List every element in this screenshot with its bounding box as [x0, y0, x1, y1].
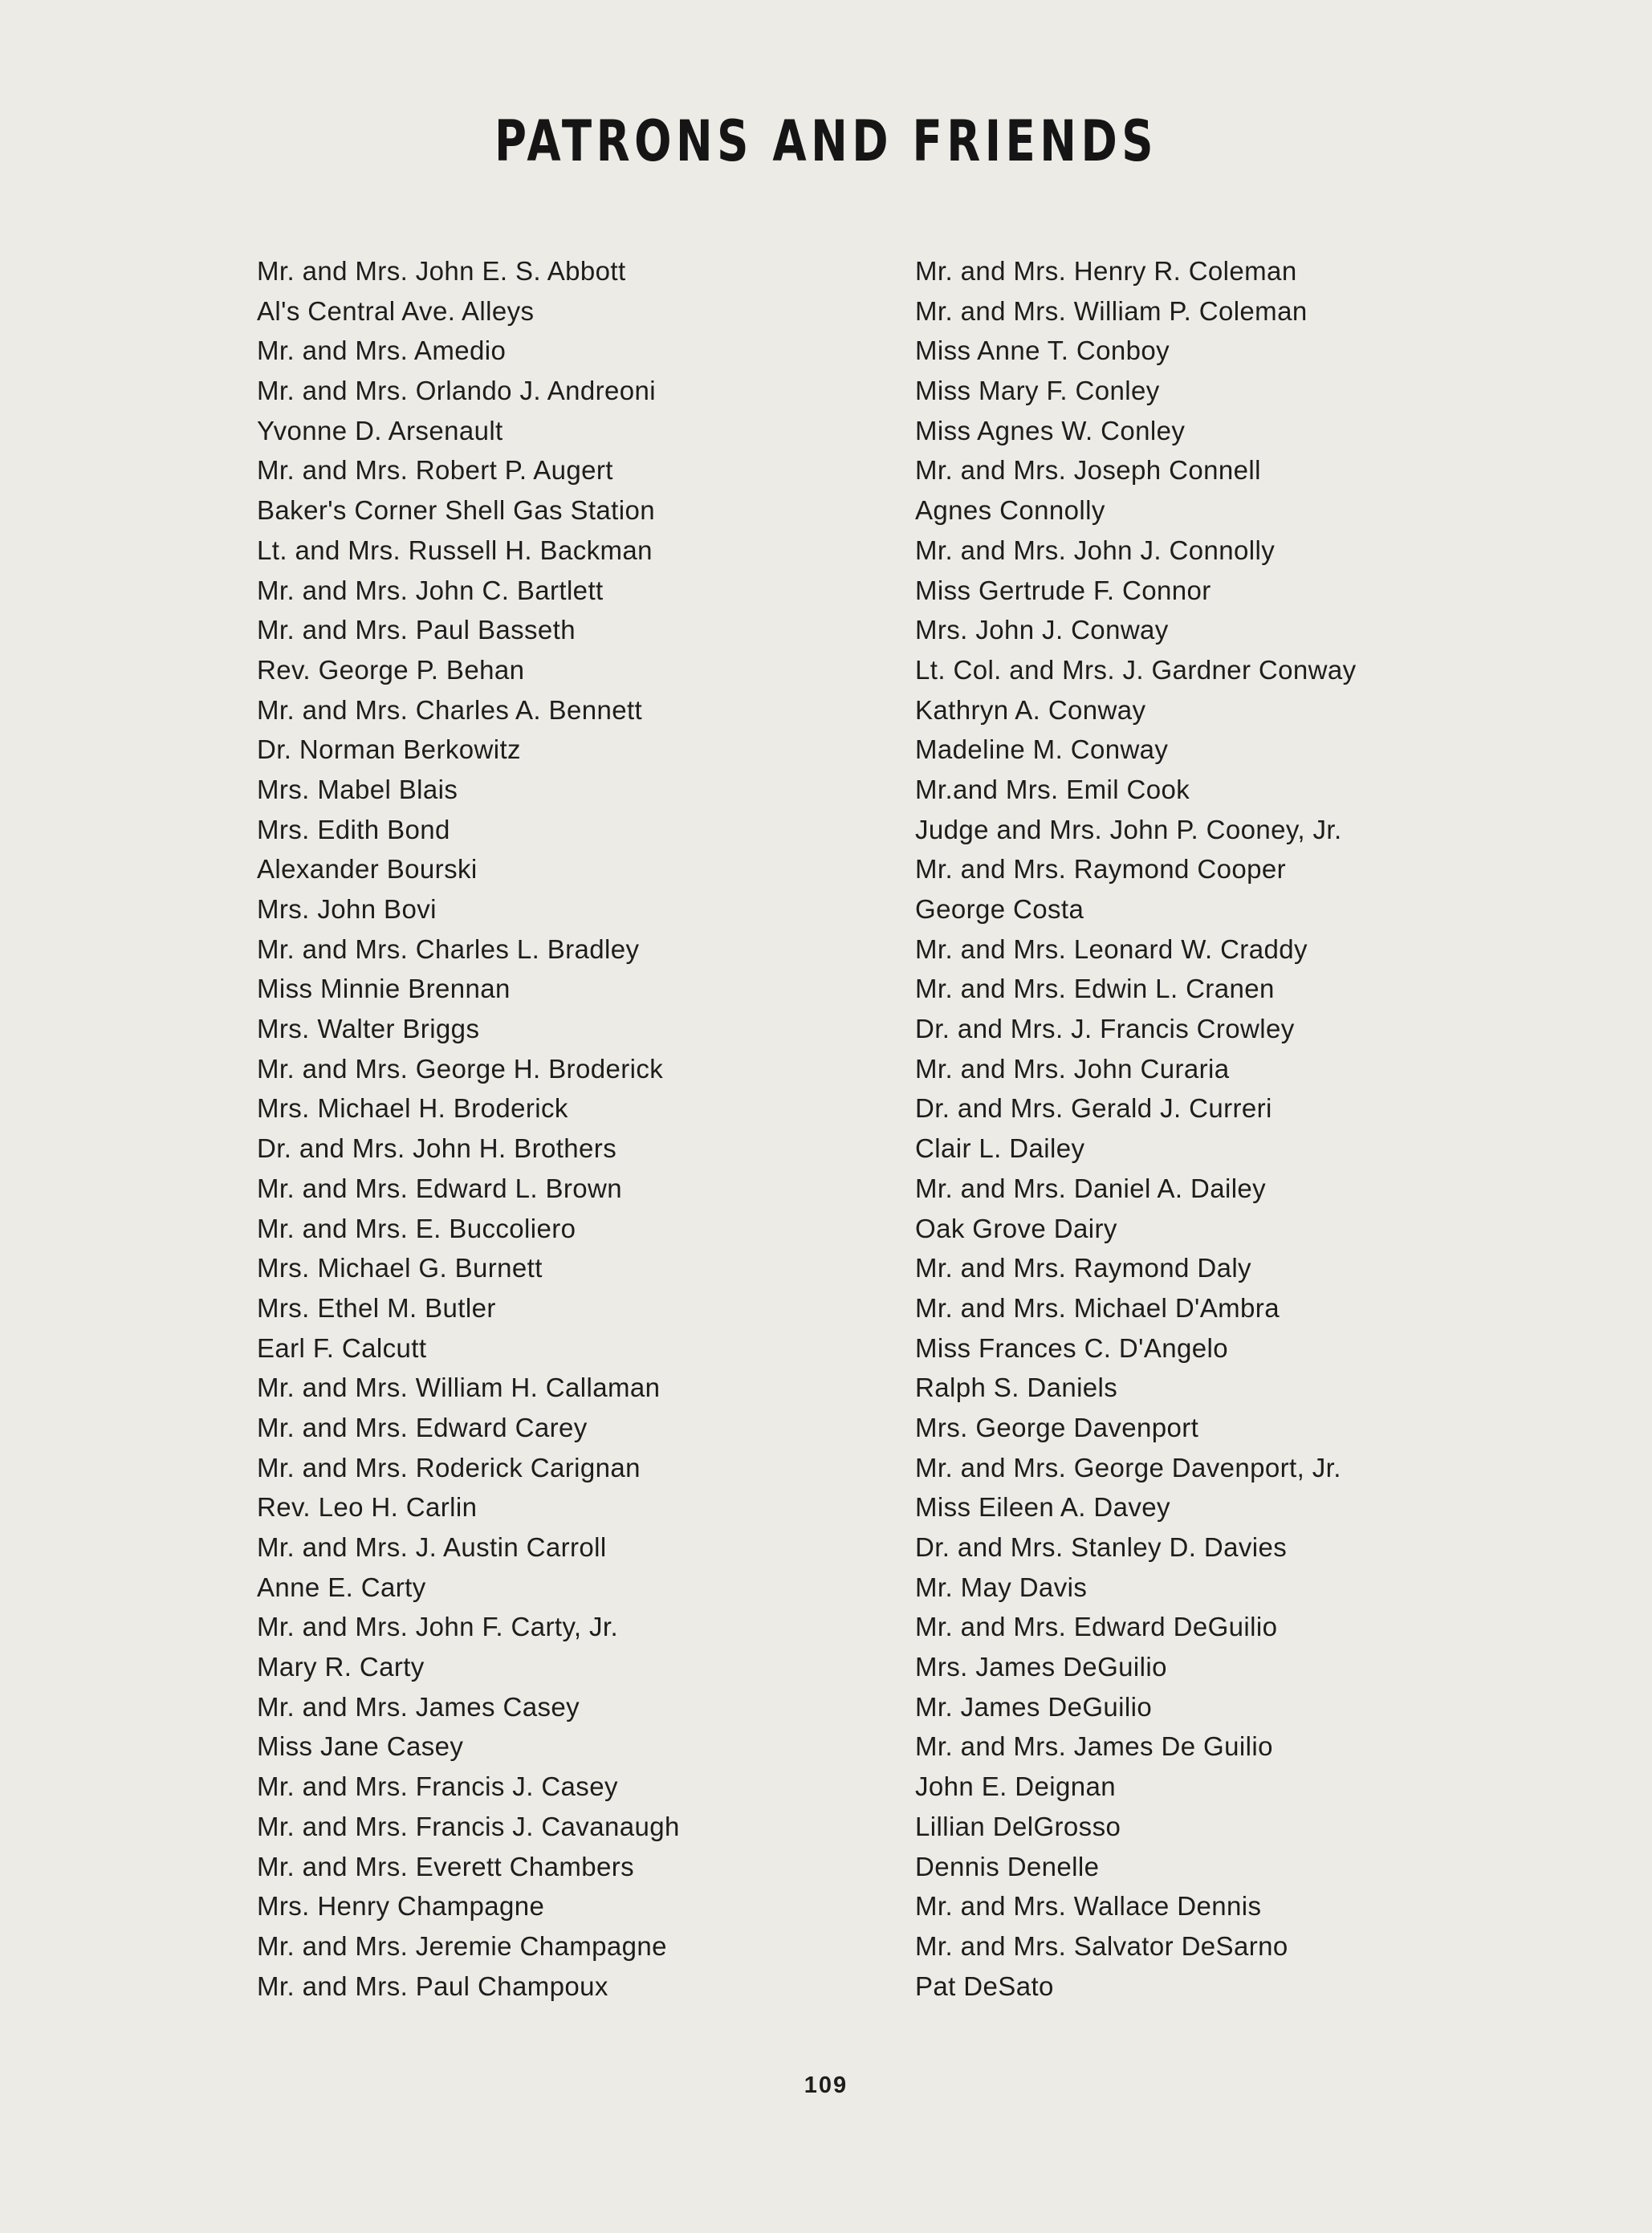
patron-entry: Mrs. Michael H. Broderick: [257, 1093, 568, 1124]
patron-entry: Mr. and Mrs. Daniel A. Dailey: [915, 1173, 1267, 1203]
patron-entry: Mr.and Mrs. Emil Cook: [915, 774, 1190, 804]
patron-entry: Mrs. Edith Bond: [257, 814, 450, 844]
patron-entry: Mrs. Michael G. Burnett: [257, 1253, 543, 1283]
patron-entry: Dr. Norman Berkowitz: [257, 734, 521, 765]
patron-entry: John E. Deignan: [915, 1771, 1117, 1802]
patron-entry: Kathryn A. Conway: [915, 694, 1146, 725]
patron-entry: Mr. and Mrs. George H. Broderick: [257, 1053, 664, 1084]
patron-entry: Dr. and Mrs. John H. Brothers: [257, 1133, 617, 1164]
patron-entry: Miss Gertrude F. Connor: [915, 575, 1211, 605]
page-number: 109: [804, 2072, 848, 2098]
patron-entry: Mr. and Mrs. James Casey: [257, 1691, 580, 1722]
patron-entry: Mr. and Mrs. Edward DeGuilio: [915, 1612, 1278, 1642]
patron-entry: Mr. and Mrs. John F. Carty, Jr.: [257, 1612, 619, 1642]
patron-entry: Dr. and Mrs. Gerald J. Curreri: [915, 1093, 1272, 1124]
patron-entry: Mr. and Mrs. J. Austin Carroll: [257, 1532, 607, 1562]
patron-entry: Al's Central Ave. Alleys: [257, 295, 535, 326]
patron-entry: Mr. and Mrs. Leonard W. Craddy: [915, 933, 1308, 964]
patron-entry: Mr. and Mrs. Jeremie Champagne: [257, 1930, 667, 1961]
patron-entry: Mr. and Mrs. Wallace Dennis: [915, 1891, 1262, 1922]
patron-entry: Anne E. Carty: [257, 1572, 426, 1602]
patron-entry: Mrs. Mabel Blais: [257, 774, 458, 804]
patron-entry: Mr. and Mrs. Amedio: [257, 336, 507, 366]
patron-entry: Judge and Mrs. John P. Cooney, Jr.: [915, 814, 1342, 844]
patron-entry: Mr. and Mrs. James De Guilio: [915, 1731, 1273, 1762]
patron-entry: Mr. and Mrs. Charles A. Bennett: [257, 694, 643, 725]
patron-entry: Mr. and Mrs. Orlando J. Andreoni: [257, 376, 657, 406]
patron-entry: Mr. and Mrs. Joseph Connell: [915, 455, 1261, 486]
patron-entry: Mr. and Mrs. Roderick Carignan: [257, 1452, 641, 1483]
patron-entry: Mr. and Mrs. Raymond Daly: [915, 1253, 1251, 1283]
patron-entry: Mr. and Mrs. Paul Champoux: [257, 1971, 608, 2001]
patron-entry: Mr. and Mrs. Salvator DeSarno: [915, 1930, 1288, 1961]
patron-entry: Pat DeSato: [915, 1971, 1054, 2001]
patron-entry: Lillian DelGrosso: [915, 1811, 1121, 1841]
page-title: PATRONS AND FRIENDS: [494, 108, 1158, 174]
patron-entry: Clair L. Dailey: [915, 1133, 1085, 1164]
patron-entry: Mr. and Mrs. John E. S. Abbott: [257, 256, 626, 286]
patron-entry: Mr. and Mrs. William P. Coleman: [915, 295, 1308, 326]
patron-entry: Baker's Corner Shell Gas Station: [257, 495, 655, 526]
patron-entry: Mr. and Mrs. John C. Bartlett: [257, 575, 604, 605]
patron-entry: Agnes Connolly: [915, 495, 1105, 526]
patron-entry: Mary R. Carty: [257, 1652, 425, 1682]
patron-entry: Mr. and Mrs. Edward L. Brown: [257, 1173, 623, 1203]
patron-entry: Mr. and Mrs. Everett Chambers: [257, 1851, 635, 1881]
patron-entry: Mr. and Mrs. Michael D'Ambra: [915, 1292, 1280, 1323]
patron-entry: Dr. and Mrs. J. Francis Crowley: [915, 1014, 1295, 1044]
patron-entry: Mrs. Ethel M. Butler: [257, 1292, 496, 1323]
patron-entry: Lt. Col. and Mrs. J. Gardner Conway: [915, 654, 1357, 685]
patron-entry: Mr. and Mrs. Francis J. Casey: [257, 1771, 618, 1802]
patron-entry: Yvonne D. Arsenault: [257, 415, 503, 445]
patron-entry: Ralph S. Daniels: [915, 1373, 1118, 1403]
patron-entry: Mr. and Mrs. E. Buccoliero: [257, 1213, 576, 1243]
patron-entry: Mr. and Mrs. Edwin L. Cranen: [915, 974, 1275, 1004]
patron-entry: Mrs. James DeGuilio: [915, 1652, 1167, 1682]
patron-entry: Mrs. John J. Conway: [915, 615, 1169, 645]
patron-entry: Mr. and Mrs. Francis J. Cavanaugh: [257, 1811, 680, 1841]
patron-entry: Mr. and Mrs. Edward Carey: [257, 1412, 588, 1442]
patron-entry: Alexander Bourski: [257, 854, 478, 885]
patron-list-left: [257, 251, 867, 2006]
patron-entry: Dr. and Mrs. Stanley D. Davies: [915, 1532, 1288, 1562]
patron-entry: Madeline M. Conway: [915, 734, 1169, 765]
patron-entry: Mr. and Mrs. Charles L. Bradley: [257, 933, 640, 964]
patron-entry: Mr. and Mrs. William H. Callaman: [257, 1373, 661, 1403]
patron-entry: Mr. and Mrs. Paul Basseth: [257, 615, 576, 645]
patron-entry: Mr. and Mrs. Robert P. Augert: [257, 455, 613, 486]
patron-entry: Mr. James DeGuilio: [915, 1691, 1153, 1722]
patron-entry: Mr. and Mrs. John J. Connolly: [915, 535, 1276, 565]
patron-entry: Mr. and Mrs. Raymond Cooper: [915, 854, 1286, 885]
patron-entry: Mr. and Mrs. George Davenport, Jr.: [915, 1452, 1341, 1483]
patron-entry: Miss Anne T. Conboy: [915, 336, 1170, 366]
patron-entry: Mr. and Mrs. Henry R. Coleman: [915, 256, 1297, 286]
patron-entry: Mrs. John Bovi: [257, 894, 437, 924]
patron-entry: Mr. May Davis: [915, 1572, 1088, 1602]
patron-entry: Miss Jane Casey: [257, 1731, 464, 1762]
patron-entry: Oak Grove Dairy: [915, 1213, 1117, 1243]
patron-entry: Miss Minnie Brennan: [257, 974, 511, 1004]
patron-entry: Miss Eileen A. Davey: [915, 1492, 1170, 1523]
patron-list-right: [915, 251, 1525, 2006]
patron-entry: Rev. Leo H. Carlin: [257, 1492, 478, 1523]
patron-entry: George Costa: [915, 894, 1084, 924]
patron-entry: Miss Frances C. D'Angelo: [915, 1332, 1229, 1363]
patron-entry: Rev. George P. Behan: [257, 654, 525, 685]
patron-entry: Earl F. Calcutt: [257, 1332, 427, 1363]
patron-entry: Mrs. Walter Briggs: [257, 1014, 480, 1044]
patron-entry: Miss Agnes W. Conley: [915, 415, 1186, 445]
patron-entry: Mrs. Henry Champagne: [257, 1891, 545, 1922]
patron-entry: Mrs. George Davenport: [915, 1412, 1199, 1442]
patron-entry: Dennis Denelle: [915, 1851, 1100, 1881]
patron-entry: Lt. and Mrs. Russell H. Backman: [257, 535, 653, 565]
patron-entry: Miss Mary F. Conley: [915, 376, 1160, 406]
patron-entry: Mr. and Mrs. John Curaria: [915, 1053, 1230, 1084]
